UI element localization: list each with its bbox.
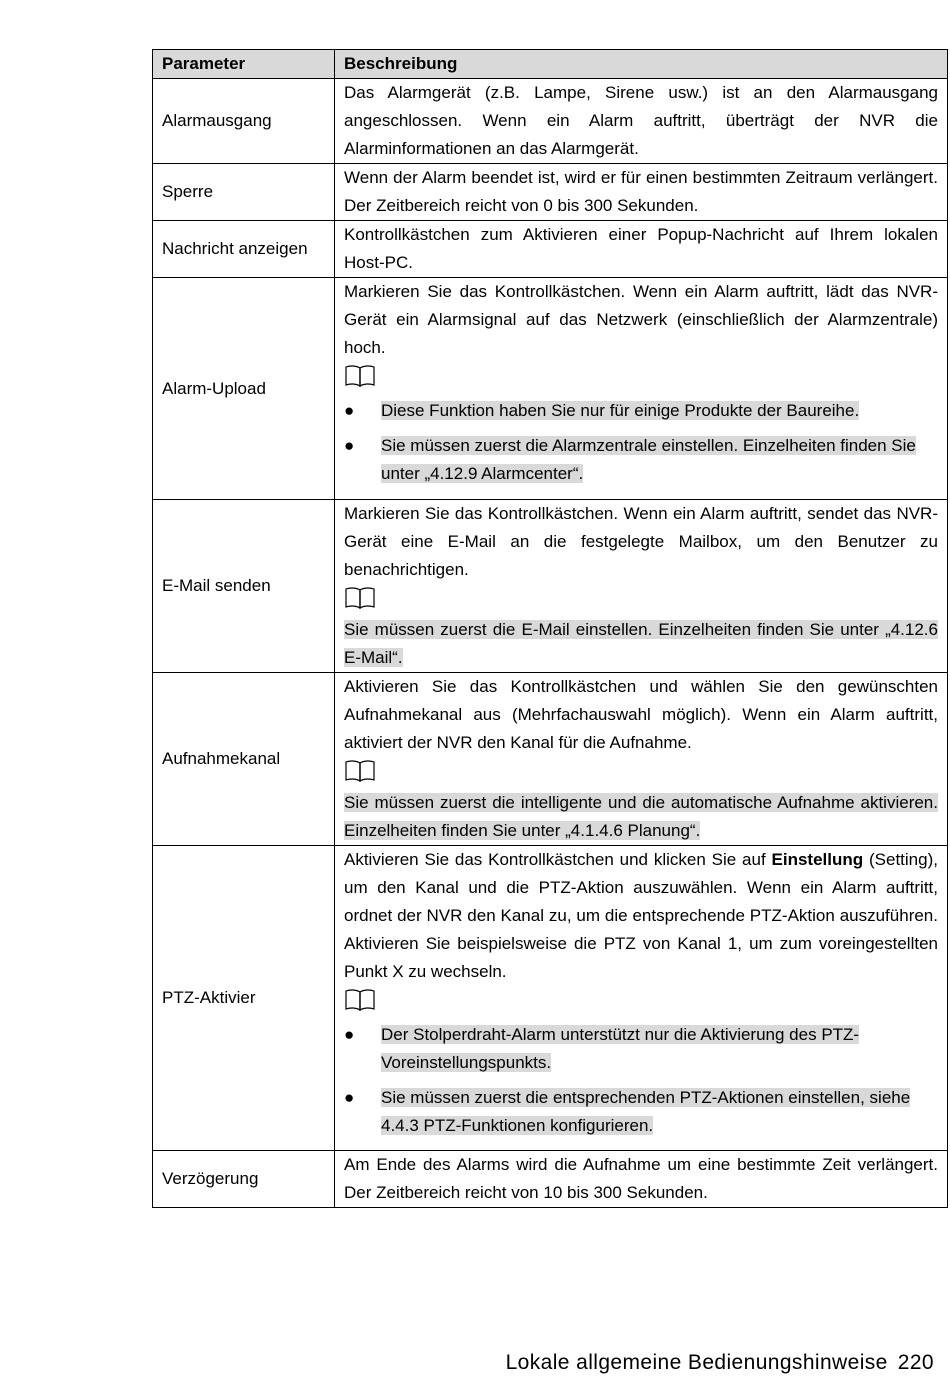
- desc-text: Aktivieren Sie das Kontrollkästchen und wählen Sie den gewünschten Aufnahmekanal aus (Mehrfachauswahl möglich). Wenn ein Alarm auftritt, aktiviert der NVR den Kanal für die Aufnahme.: [344, 677, 938, 752]
- param-cell: Sperre: [153, 164, 335, 221]
- note-text: Sie müssen zuerst die entsprechenden PTZ-Aktionen einstellen, siehe 4.4.3 PTZ-Funktionen konfigurieren.: [381, 1088, 911, 1135]
- desc-cell: [335, 1151, 948, 1208]
- table-row: [153, 278, 948, 500]
- desc-text: Das Alarmgerät (z.B. Lampe, Sirene usw.) ist an den Alarmausgang angeschlossen. Wenn ein Alarm auftritt, überträgt der NVR die Alarminformationen an das Alarmgerät.: [344, 83, 938, 158]
- desc-cell: [335, 278, 948, 500]
- note-item: [344, 1021, 938, 1077]
- desc-cell: [335, 79, 948, 164]
- book-note-icon: [344, 364, 938, 390]
- desc-text-bold: Einstellung: [771, 850, 864, 869]
- table-header-row: [153, 50, 948, 79]
- note-item: [344, 432, 938, 488]
- book-note-icon: [344, 759, 938, 785]
- note-text: Sie müssen zuerst die Alarmzentrale einstellen. Einzelheiten finden Sie unter „4.12.9 Alarmcenter“.: [381, 436, 916, 483]
- bullet-icon: ●: [344, 1025, 355, 1044]
- desc-text-before: Aktivieren Sie das Kontrollkästchen und klicken Sie auf: [344, 850, 766, 869]
- desc-text: Markieren Sie das Kontrollkästchen. Wenn ein Alarm auftritt, lädt das NVR-Gerät ein Alarmsignal auf das Netzwerk (einschließlich der Alarmzentrale) hoch.: [344, 282, 938, 357]
- param-cell: Nachricht anzeigen: [153, 221, 335, 278]
- header-parameter: Parameter: [153, 50, 335, 79]
- desc-cell: [335, 673, 948, 846]
- footer-title: Lokale allgemeine Bedienungshinweise: [505, 1351, 888, 1374]
- desc-text-after: (Setting), um den Kanal und die PTZ-Aktion auszuwählen. Wenn ein Alarm auftritt, ordnet der NVR den Kanal zu, um die entsprechende PTZ-Aktion auszuführen. Aktivieren Sie beispielsweise die PTZ von Kanal 1, um zum voreingestellten Punkt X zu wechseln.: [344, 850, 938, 981]
- param-cell: E-Mail senden: [153, 500, 335, 673]
- header-description: Beschreibung: [335, 50, 948, 79]
- bullet-icon: ●: [344, 1088, 355, 1107]
- table-row: [153, 500, 948, 673]
- bullet-icon: ●: [344, 401, 355, 420]
- note-item: [344, 397, 938, 425]
- desc-cell: [335, 500, 948, 673]
- desc-text: [344, 846, 938, 986]
- table-row: [153, 164, 948, 221]
- param-cell: Aufnahmekanal: [153, 673, 335, 846]
- desc-cell: [335, 164, 948, 221]
- table-row: [153, 673, 948, 846]
- desc-text: Wenn der Alarm beendet ist, wird er für einen bestimmten Zeitraum verlängert. Der Zeitbereich reicht von 0 bis 300 Sekunden.: [344, 168, 938, 215]
- parameter-table: [152, 49, 948, 1208]
- table-row: [153, 846, 948, 1151]
- book-note-icon: [344, 586, 938, 612]
- notes-list: [344, 1021, 938, 1140]
- desc-text: Kontrollkästchen zum Aktivieren einer Popup-Nachricht auf Ihrem lokalen Host-PC.: [344, 225, 938, 272]
- note-highlight: Sie müssen zuerst die intelligente und die automatische Aufnahme aktivieren. Einzelheiten finden Sie unter „4.1.4.6 Planung“.: [344, 793, 938, 840]
- table-row: [153, 1151, 948, 1208]
- param-cell: Alarm-Upload: [153, 278, 335, 500]
- param-cell: PTZ-Aktivier: [153, 846, 335, 1151]
- note-text: [344, 616, 938, 672]
- page-number: 220: [897, 1351, 934, 1374]
- desc-cell: [335, 221, 948, 278]
- note-text: [344, 789, 938, 845]
- param-cell: Alarmausgang: [153, 79, 335, 164]
- param-cell: Verzögerung: [153, 1151, 335, 1208]
- desc-text: Markieren Sie das Kontrollkästchen. Wenn ein Alarm auftritt, sendet das NVR-Gerät eine E-Mail an die festgelegte Mailbox, um den Benutzer zu benachrichtigen.: [344, 504, 938, 579]
- bullet-icon: ●: [344, 436, 355, 455]
- book-note-icon: [344, 988, 938, 1014]
- desc-cell: [335, 846, 948, 1151]
- note-highlight: Sie müssen zuerst die E-Mail einstellen. Einzelheiten finden Sie unter „4.12.6 E-Mail“.: [344, 620, 938, 667]
- notes-list: [344, 397, 938, 488]
- page-footer: [506, 1351, 934, 1375]
- table-row: [153, 79, 948, 164]
- desc-text: Am Ende des Alarms wird die Aufnahme um eine bestimmte Zeit verlängert. Der Zeitbereich reicht von 10 bis 300 Sekunden.: [344, 1155, 938, 1202]
- note-text: Der Stolperdraht-Alarm unterstützt nur die Aktivierung des PTZ-Voreinstellungspunkts.: [381, 1025, 860, 1072]
- note-item: [344, 1084, 938, 1140]
- note-text: Diese Funktion haben Sie nur für einige Produkte der Baureihe.: [381, 401, 860, 420]
- table-row: [153, 221, 948, 278]
